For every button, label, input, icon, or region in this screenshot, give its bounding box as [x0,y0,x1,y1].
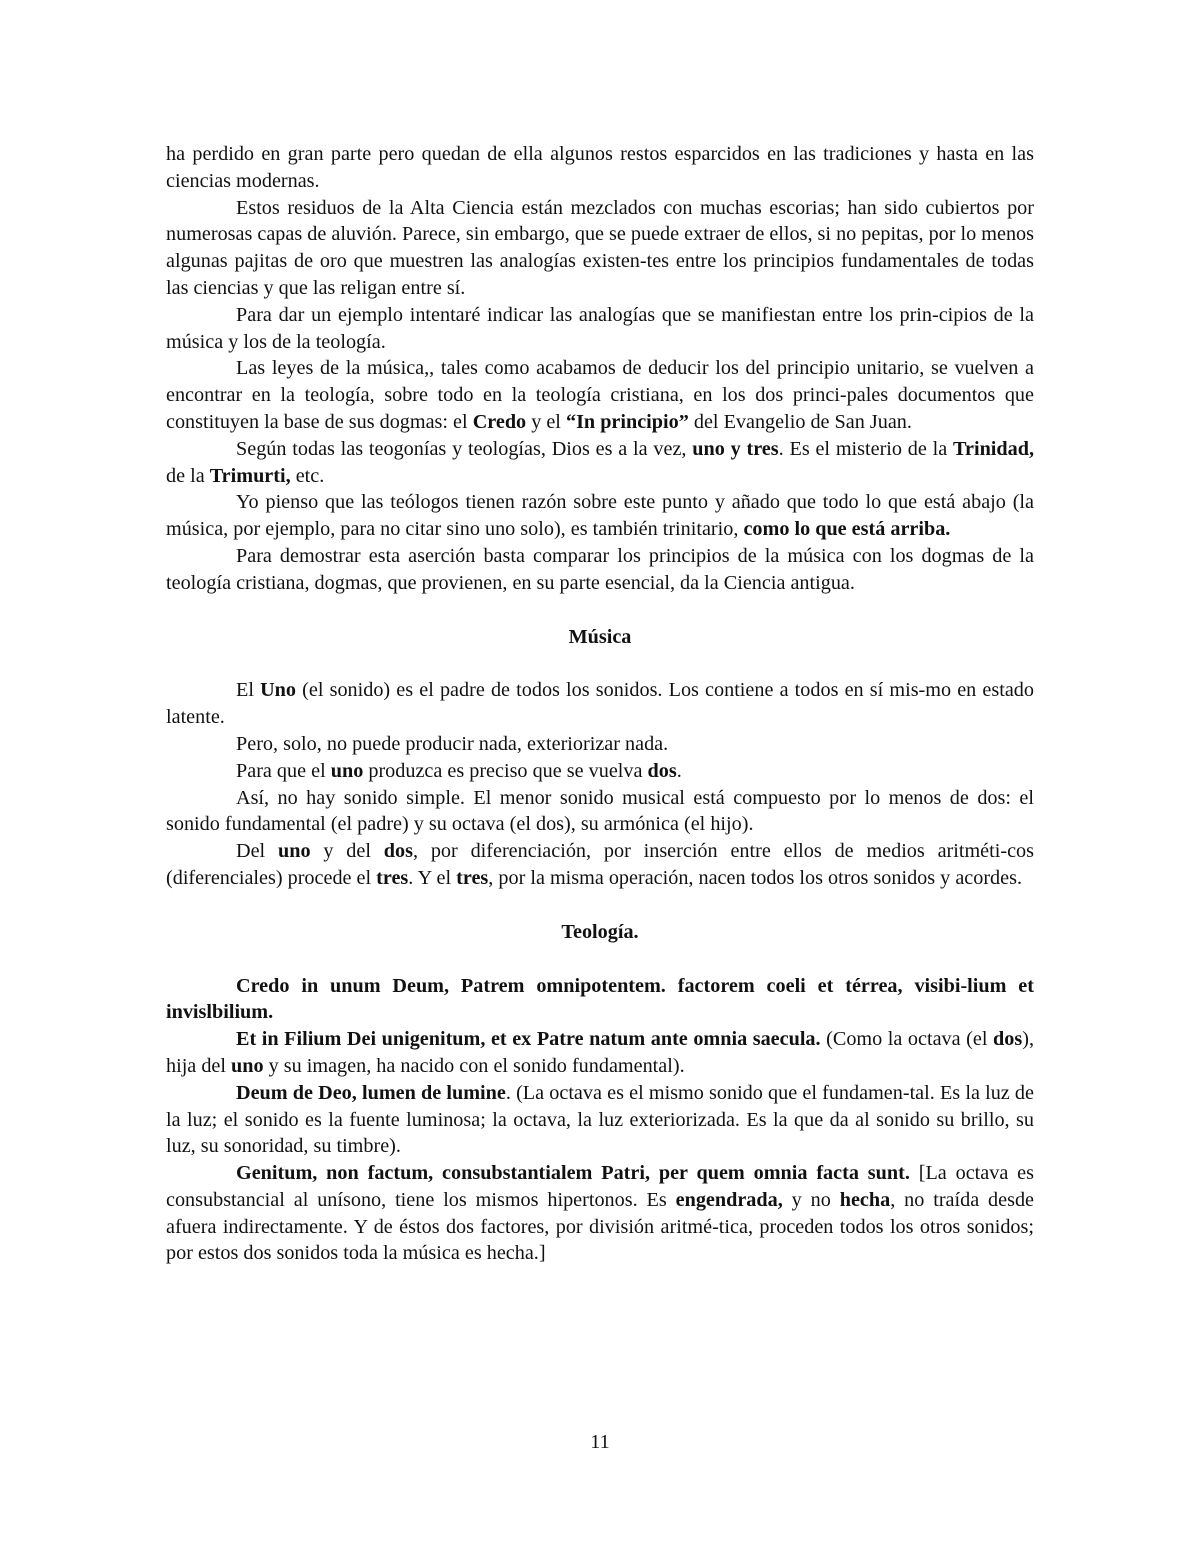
text-run: . (La octava es el mismo sonido que el fundamen-tal. Es la luz de la luz; el sonido es la fuente luminosa; la octava, la luz exteriorizada. Es la que da al sonido su brillo, su luz, su sonoridad, su timbre). [166,1081,1034,1158]
text-run: del Evangelio de San Juan. [688,410,912,433]
text-run: (Como la octava (el [820,1028,994,1051]
teologia-paragraph-2 [166,1026,1034,1080]
text-run: y del [310,840,384,863]
text-run: etc. [290,464,325,487]
bold-term-trinidad: Trinidad, [953,437,1034,460]
bold-latin-filium: Et in Filium Dei unigenitum, et ex Patre natum ante omnia saecula. [236,1028,821,1051]
bold-latin-deum-de-deo: Deum de Deo, lumen de lumine [236,1081,506,1104]
text-run: ), hija del [166,1028,1034,1077]
text-run: y no [782,1188,840,1211]
teologia-paragraph-4 [166,1160,1034,1267]
intro-paragraph-7: Para demostrar esta aserción basta comparar los principios de la música con los dogmas de la teología cristiana, dogmas, que provienen, en su parte esencial, da la Ciencia antigua. [166,544,1034,594]
text-run: (el sonido) es el padre de todos los sonidos. Los contiene a todos en sí mis-mo en estado latente. [166,679,1034,729]
musica-paragraph-4: Así, no hay sonido simple. El menor sonido musical está compuesto por lo menos de dos: el sonido fundamental (el padre) y su octava (el dos), su armónica (el hijo). [166,786,1034,836]
musica-paragraph-3 [166,758,1034,785]
text-run: [La octava es consubstancial al unísono, tiene los mismos hipertonos. Es [166,1162,1034,1211]
text-run: produzca es preciso que se vuelva [363,759,648,782]
text-run: . Y el [408,866,457,889]
intro-paragraph-1: ha perdido en gran parte pero quedan de ella algunos restos esparcidos en las tradiciones y hasta en las ciencias modernas. [166,143,1034,192]
text-run: Yo pienso que las teólogos tienen razón sobre este punto y añado que todo lo que está abajo (la música, por ejemplo, para no citar sino uno solo), es también trinitario, [166,491,1034,541]
text-run: . [676,759,682,782]
bold-term-in-principio: “In principio” [565,410,689,433]
text-run: , por la misma operación, nacen todos los otros sonidos y acordes. [488,866,1023,889]
bold-term-dos: dos [647,759,677,782]
text-run: Para que el [236,759,331,782]
text-run: y el [526,410,566,433]
text-run: Del [236,840,278,863]
intro-paragraph-6 [166,489,1034,543]
bold-term-credo: Credo [472,410,527,433]
text-run: , por diferenciación, por inserción entre ellos de medios aritméti-cos (diferenciales) procede el [166,840,1034,889]
musica-paragraph-5 [166,838,1034,892]
musica-paragraph-2: Pero, solo, no puede producir nada, exteriorizar nada. [236,732,669,755]
text-run: . Es el misterio de la [778,437,954,460]
page-number: 11 [590,1431,610,1453]
bold-term-uno-y-tres: uno y tres [692,437,779,460]
intro-paragraph-5 [166,436,1034,490]
text-run: Las leyes de la música,, tales como acabamos de deducir los del principio unitario, se vuelven a encontrar en la teología, sobre todo en la teología cristiana, en los dos princi-pales documentos que constituyen la base de sus dogmas: el [166,357,1034,433]
bold-term-uno: Uno [260,679,296,702]
bold-term-hecha: hecha [839,1188,891,1211]
text-run: de la [166,464,210,487]
intro-paragraph-4 [166,355,1034,435]
musica-paragraph-1 [166,677,1034,731]
bold-term-engendrada: engendrada, [675,1188,783,1211]
bold-term-tres: tres [456,866,489,889]
bold-latin-genitum: Genitum, non factum, consubstantialem Patri, per quem omnia facta sunt. [236,1162,910,1185]
intro-paragraph-3: Para dar un ejemplo intentaré indicar las analogías que se manifiestan entre los prin-cipios de la música y los de la teología. [166,303,1034,353]
text-run: Según todas las teogonías y teologías, Dios es a la vez, [236,437,693,460]
bold-term-uno: uno [277,840,311,863]
text-run: El [236,679,261,702]
bold-latin-credo: Credo in unum Deum, Patrem omnipotentem. factorem coeli et térrea, visibi-lium et invislbilium. [166,974,1034,1024]
page-body [166,141,1034,1267]
teologia-paragraph-3 [166,1080,1034,1160]
bold-term-trimurti: Trimurti, [209,464,291,487]
bold-term-uno: uno [231,1054,264,1077]
text-run: , no traída desde afuera indirectamente. Y de éstos dos factores, por división aritmé-tica, proceden todos los otros sonidos; por estos dos sonidos toda la música es hecha.] [166,1188,1035,1265]
bold-term-tres: tres [376,866,409,889]
section-heading-teologia: Teología. [561,920,639,943]
bold-phrase-como-lo-que-esta-arriba: como lo que está arriba. [743,518,951,541]
bold-term-uno: uno [330,759,364,782]
bold-term-dos: dos [383,840,413,863]
teologia-paragraph-1 [166,973,1034,1027]
bold-term-dos: dos [993,1028,1023,1051]
text-run: y su imagen, ha nacido con el sonido fundamental). [263,1054,685,1077]
section-heading-musica: Música [568,625,632,648]
intro-paragraph-2: Estos residuos de la Alta Ciencia están mezclados con muchas escorias; han sido cubiertos por numerosas capas de aluvión. Parece, sin embargo, que se puede extraer de ellos, si no pepitas, por lo menos algunas pajitas de oro que muestren las analogías existen-tes entre los principios fundamentales de todas las ciencias y que las religan entre sí. [166,196,1034,299]
